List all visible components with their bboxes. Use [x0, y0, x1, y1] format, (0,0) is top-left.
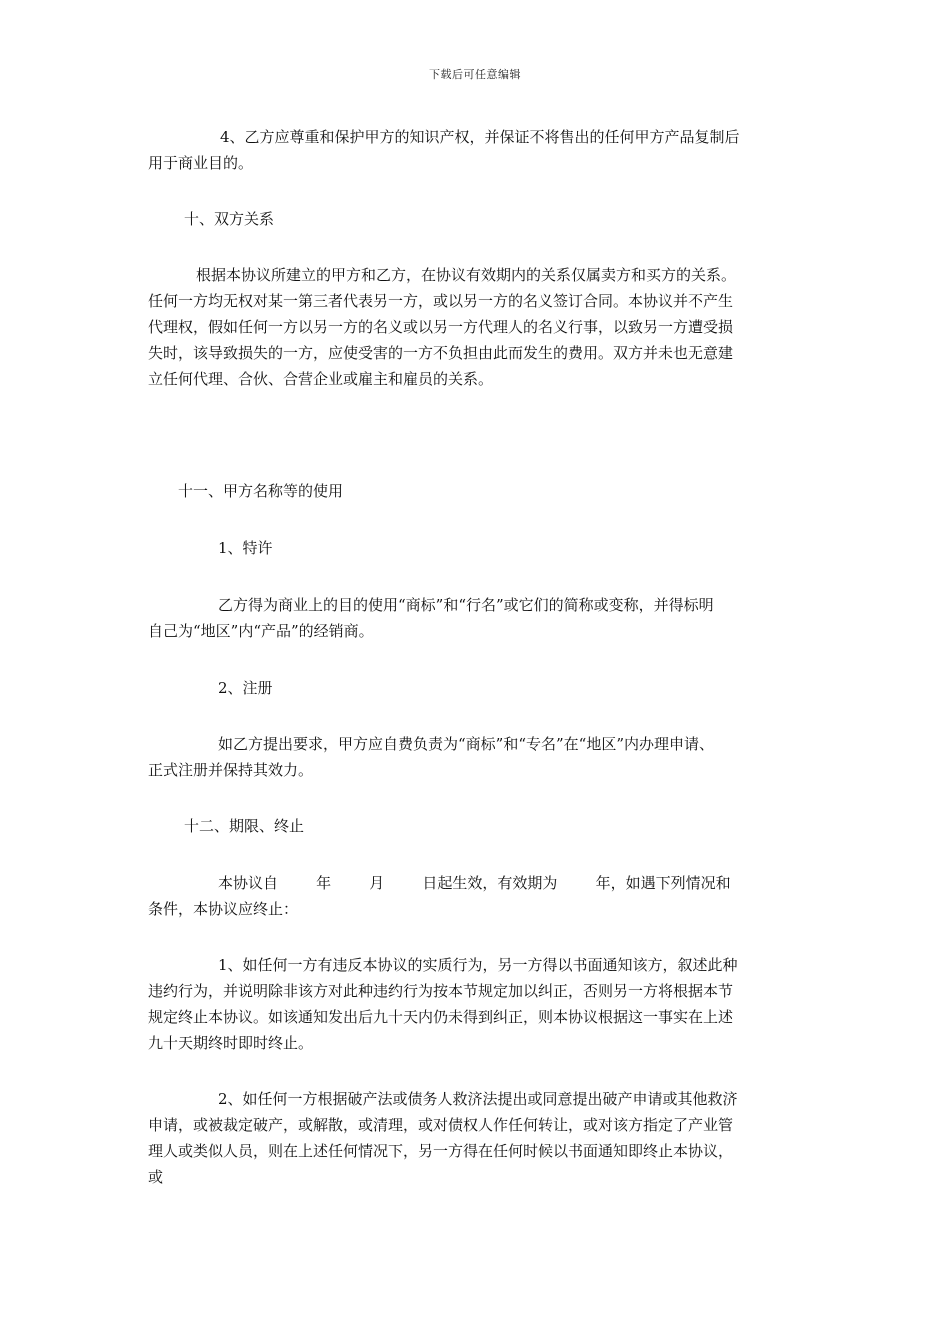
text-line: 任何一方均无权对某一第三者代表另一方，或以另一方的名义签订合同。本协议并不产生 [148, 292, 734, 310]
text-line: 乙方得为商业上的目的使用“商标”和“行名”或它们的简称或变称，并得标明 [218, 596, 714, 614]
subheading-11-2 [148, 675, 812, 701]
text-line: 或 [148, 1168, 164, 1186]
page-header: 下载后可任意编辑 [429, 68, 521, 81]
subheading-11-1 [148, 535, 812, 561]
heading-text: 1、特许 [218, 539, 273, 557]
paragraph-termination-1 [148, 952, 812, 1056]
heading-text: 2、注册 [218, 679, 273, 697]
text-line: 违约行为，并说明除非该方对此种违约行为按本节规定加以纠正，否则另一方将根据本节 [148, 982, 734, 1000]
paragraph-license [148, 592, 812, 644]
paragraph-termination-2 [148, 1086, 812, 1190]
text-line: 代理权，假如任何一方以另一方的名义或以另一方代理人的名义行事，以致另一方遭受损 [148, 318, 734, 336]
paragraph-ip-clause-4 [148, 124, 812, 176]
text-line: 条件，本协议应终止： [148, 900, 299, 918]
section-heading-12 [148, 813, 812, 839]
text-line: 理人或类似人员，则在上述任何情况下，另一方得在任何时候以书面通知即终止本协议， [148, 1142, 734, 1160]
text-line: 规定终止本协议。如该通知发出后九十天内仍未得到纠正，则本协议根据这一事实在上述 [148, 1008, 734, 1026]
text-line: 申请，或被裁定破产，或解散，或清理，或对债权人作任何转让，或对该方指定了产业管 [148, 1116, 734, 1134]
text-line: 如乙方提出要求，甲方应自费负责为“商标”和“专名”在“地区”内办理申请、 [218, 735, 715, 753]
text-line: 根据本协议所建立的甲方和乙方，在协议有效期内的关系仅属卖方和买方的关系。 [196, 266, 737, 284]
section-heading-11 [148, 478, 812, 504]
heading-text: 十、双方关系 [184, 210, 275, 228]
heading-text: 十二、期限、终止 [184, 817, 305, 835]
text-line: 4、乙方应尊重和保护甲方的知识产权，并保证不将售出的任何甲方产品复制后 [220, 128, 740, 146]
text-line: 正式注册并保持其效力。 [148, 761, 314, 779]
text-line: 立任何代理、合伙、合营企业或雇主和雇员的关系。 [148, 370, 494, 388]
paragraph-registration [148, 731, 812, 783]
section-heading-10 [148, 206, 812, 232]
text-line: 九十天期终时即时终止。 [148, 1034, 314, 1052]
text-line: 1、如任何一方有违反本协议的实质行为，另一方得以书面通知该方，叙述此种 [218, 956, 738, 974]
text-line: 用于商业目的。 [148, 154, 254, 172]
text-line: 失时，该导致损失的一方，应使受害的一方不负担由此而发生的费用。双方并未也无意建 [148, 344, 734, 362]
text-line: 2、如任何一方根据破产法或债务人救济法提出或同意提出破产申请或其他救济 [218, 1090, 738, 1108]
text-line: 本协议自 年 月 日起生效，有效期为 年，如遇下列情况和 [218, 874, 731, 892]
paragraph-term [148, 870, 812, 922]
heading-text: 十一、甲方名称等的使用 [178, 482, 344, 500]
paragraph-relationship [148, 262, 812, 392]
text-line: 自己为“地区”内“产品”的经销商。 [148, 622, 374, 640]
